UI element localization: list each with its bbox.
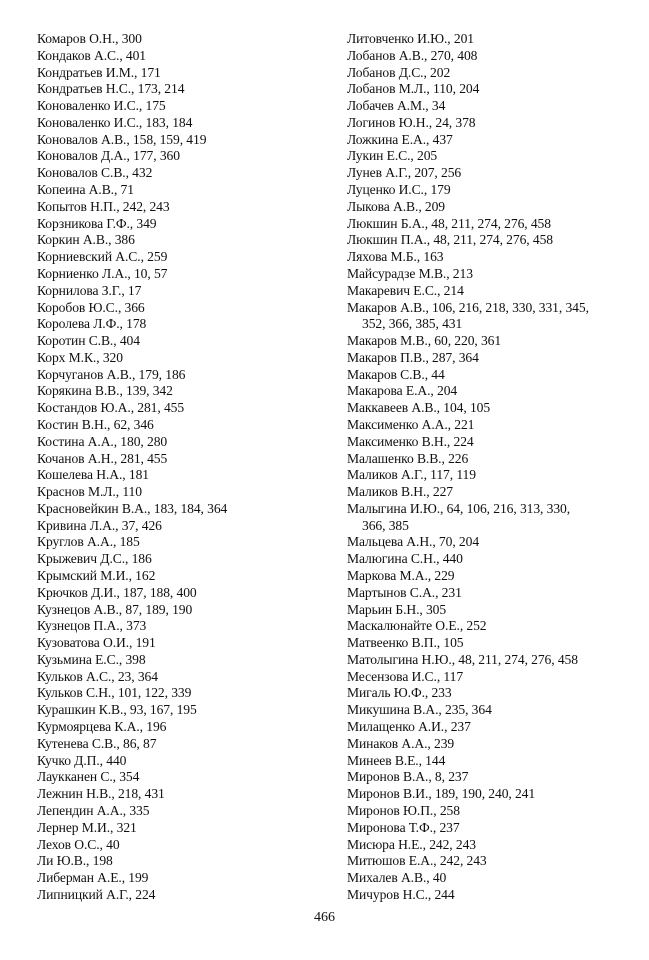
index-entry xyxy=(347,652,617,669)
index-entry xyxy=(347,467,617,484)
index-entry xyxy=(347,283,617,300)
index-entry-text: Мальцева А.Н., 70, 204 xyxy=(347,534,480,550)
index-entry-text: Луценко И.С., 179 xyxy=(347,182,451,198)
index-entry: Коркин А.В., 386 xyxy=(37,232,135,248)
index-entry-text: Люкшин П.А., 48, 211, 274, 276, 458 xyxy=(347,232,553,248)
index-entry-text: Логинов Ю.Н., 24, 378 xyxy=(347,114,476,130)
index-entry-text: Маскалюнайте О.Е., 252 xyxy=(347,618,487,634)
index-entry: Кузнецов П.А., 373 xyxy=(37,618,147,634)
index-entry xyxy=(347,98,617,115)
index-entry: Коробов Ю.С., 366 xyxy=(37,299,145,315)
index-entry: Кульков С.Н., 101, 122, 339 xyxy=(37,685,192,701)
index-entry xyxy=(347,669,617,686)
index-entry xyxy=(347,702,617,719)
index-entry: Корниевский А.С., 259 xyxy=(37,249,168,265)
index-entry xyxy=(347,182,617,199)
index-entry xyxy=(347,887,617,904)
index-entry xyxy=(347,417,617,434)
index-entry xyxy=(347,803,617,820)
index-entry-text: Минаков А.А., 239 xyxy=(347,735,455,751)
index-entry-text: Макаров М.В., 60, 220, 361 xyxy=(347,333,502,349)
index-entry xyxy=(347,81,617,98)
index-entry: Корчуганов А.В., 179, 186 xyxy=(37,366,186,382)
index-entry-text: Малюгина С.Н., 440 xyxy=(347,551,463,567)
index-entry-text: Маккавеев А.В., 104, 105 xyxy=(347,400,491,416)
index-entry-text: Макаревич Е.С., 214 xyxy=(347,282,464,298)
index-entry: Копытов Н.П., 242, 243 xyxy=(37,198,170,214)
index-entry-text: Маликов В.Н., 227 xyxy=(347,484,453,500)
index-entry-text: Маркова М.А., 229 xyxy=(347,568,455,583)
index-entry-text: Макарова Е.А., 204 xyxy=(347,383,458,399)
index-entry-text: Лобанов Д.С., 202 xyxy=(347,64,451,80)
index-entry-text: Лукин Е.С., 205 xyxy=(347,148,438,164)
index-entry-continuation: 366, 385 xyxy=(362,517,409,533)
index-entry: Костин В.Н., 62, 346 xyxy=(37,416,154,432)
index-entry xyxy=(347,484,617,501)
index-entry-text: Лобанов А.В., 270, 408 xyxy=(347,47,478,63)
index-entry-continuation: 352, 366, 385, 431 xyxy=(362,316,463,332)
index-entry: Корзникова Г.Ф., 349 xyxy=(37,215,157,231)
index-entry: Комаров О.Н., 300 xyxy=(37,31,142,46)
index-entry xyxy=(347,786,617,803)
index-entry: Кузнецов А.В., 87, 189, 190 xyxy=(37,601,193,617)
index-entry xyxy=(347,551,617,568)
index-entry: Кривина Л.А., 37, 426 xyxy=(37,517,162,533)
index-entry xyxy=(347,837,617,854)
index-entry xyxy=(347,685,617,702)
index-entry: Корякина В.В., 139, 342 xyxy=(37,383,173,399)
index-entry xyxy=(347,870,617,887)
index-entry: Кучко Д.П., 440 xyxy=(37,752,127,768)
index-entry: Крымский М.И., 162 xyxy=(37,568,156,583)
index-entry: Костандов Ю.А., 281, 455 xyxy=(37,400,185,416)
index-entry xyxy=(347,148,617,165)
index-entry-text: Люкшин Б.А., 48, 211, 274, 276, 458 xyxy=(347,215,551,231)
index-entry xyxy=(347,769,617,786)
index-entry: Лепендин А.А., 335 xyxy=(37,802,150,818)
index-entry: Корниенко Л.А., 10, 57 xyxy=(37,265,168,281)
index-entry xyxy=(347,501,617,535)
index-entry: Липницкий А.Г., 224 xyxy=(37,886,156,902)
index-entry xyxy=(347,451,617,468)
index-entry: Крыжевич Д.С., 186 xyxy=(37,551,152,567)
index-entry: Копеина А.В., 71 xyxy=(37,182,134,198)
index-entry xyxy=(347,434,617,451)
index-entry: Краснов М.Л., 110 xyxy=(37,484,142,500)
index-entry-text: Мисюра Н.Е., 242, 243 xyxy=(347,836,476,852)
index-entry xyxy=(347,65,617,82)
index-entry-text: Ложкина Е.А., 437 xyxy=(347,131,453,147)
index-entry: Кондратьев И.М., 171 xyxy=(37,64,161,80)
index-entry-text: Милащенко А.И., 237 xyxy=(347,719,471,735)
index-entry xyxy=(347,115,617,132)
index-entry: Лаукканен С., 354 xyxy=(37,769,140,785)
index-entry xyxy=(347,618,617,635)
index-entry-text: Макаров А.В., 106, 216, 218, 330, 331, 345, xyxy=(347,299,589,315)
index-entry-text: Мигаль Ю.Ф., 233 xyxy=(347,685,452,701)
index-entry: Кузоватова О.И., 191 xyxy=(37,635,156,651)
index-entry-text: Матолыгина Н.Ю., 48, 211, 274, 276, 458 xyxy=(347,651,578,667)
index-entry-text: Малыгина И.Ю., 64, 106, 216, 313, 330, xyxy=(347,500,571,516)
index-entry-text: Месензова И.С., 117 xyxy=(347,668,464,684)
index-entry-text: Миронов В.И., 189, 190, 240, 241 xyxy=(347,786,536,802)
index-entry: Либерман А.Е., 199 xyxy=(37,870,149,886)
index-entry-text: Лобанов М.Л., 110, 204 xyxy=(347,81,480,97)
index-entry: Корх М.К., 320 xyxy=(37,349,123,365)
index-entry xyxy=(347,132,617,149)
index-entry-text: Максименко А.А., 221 xyxy=(347,416,475,432)
index-entry: Круглов А.А., 185 xyxy=(37,534,140,550)
index-entry xyxy=(347,568,617,585)
index-column-right xyxy=(347,31,617,904)
index-entry: Красновейкин В.А., 183, 184, 364 xyxy=(37,500,228,516)
index-entry xyxy=(347,534,617,551)
index-entry xyxy=(347,585,617,602)
index-entry: Кочанов А.Н., 281, 455 xyxy=(37,450,168,466)
index-entry xyxy=(347,853,617,870)
index-entry: Коновалов С.В., 432 xyxy=(37,165,153,181)
index-column-left xyxy=(37,31,305,904)
index-entry xyxy=(347,216,617,233)
index-entry: Коротин С.В., 404 xyxy=(37,333,140,349)
index-entry: Кутенева С.В., 86, 87 xyxy=(37,735,157,751)
index-entry xyxy=(347,367,617,384)
index-entry-text: Мичуров Н.С., 244 xyxy=(347,886,455,902)
index-entry: Костина А.А., 180, 280 xyxy=(37,433,168,449)
index-entry: Ли Ю.В., 198 xyxy=(37,853,113,869)
index-entry xyxy=(347,249,617,266)
index-entry: Крючков Д.И., 187, 188, 400 xyxy=(37,584,197,600)
index-entry-text: Майсурадзе М.В., 213 xyxy=(347,265,473,281)
index-entry xyxy=(347,300,617,334)
index-entry-text: Литовченко И.Ю., 201 xyxy=(347,31,474,46)
index-entry: Коновалов Д.А., 177, 360 xyxy=(37,148,180,164)
index-entry-text: Микушина В.А., 235, 364 xyxy=(347,702,492,718)
index-entry: Кондаков А.С., 401 xyxy=(37,47,147,63)
index-entry-text: Лунев А.Г., 207, 256 xyxy=(347,165,462,181)
index-entry: Кондратьев Н.С., 173, 214 xyxy=(37,81,185,97)
index-entry-text: Минеев В.Е., 144 xyxy=(347,752,446,768)
index-entry: Кульков А.С., 23, 364 xyxy=(37,668,158,684)
index-entry xyxy=(347,31,617,48)
index-entry xyxy=(347,333,617,350)
index-entry-text: Маликов А.Г., 117, 119 xyxy=(347,467,476,483)
index-entry xyxy=(347,400,617,417)
index-entry-text: Матвеенко В.П., 105 xyxy=(347,635,464,651)
index-entry xyxy=(347,232,617,249)
index-entry xyxy=(347,350,617,367)
index-entry-text: Митюшов Е.А., 242, 243 xyxy=(347,853,487,869)
index-entry xyxy=(347,266,617,283)
index-entry: Кузьмина Е.С., 398 xyxy=(37,651,146,667)
index-entry-text: Макаров С.В., 44 xyxy=(347,366,445,382)
index-entry: Коноваленко И.С., 183, 184 xyxy=(37,114,193,130)
page-number: 466 xyxy=(314,910,335,925)
index-entry xyxy=(347,635,617,652)
index-entry: Кошелева Н.А., 181 xyxy=(37,467,149,483)
index-entry-text: Михалев А.В., 40 xyxy=(347,870,447,886)
index-entry: Курмоярцева К.А., 196 xyxy=(37,719,167,735)
index-entry xyxy=(347,736,617,753)
index-entry: Лежнин Н.В., 218, 431 xyxy=(37,786,165,802)
index-entry xyxy=(347,719,617,736)
index-entry-text: Максименко В.Н., 224 xyxy=(347,433,474,449)
index-entry-text: Малашенко В.В., 226 xyxy=(347,450,469,466)
index-entry: Коновалов А.В., 158, 159, 419 xyxy=(37,131,207,147)
index-entry-text: Миронов В.А., 8, 237 xyxy=(347,769,469,785)
index-entry: Королева Л.Ф., 178 xyxy=(37,316,147,332)
index-entry: Коноваленко И.С., 175 xyxy=(37,98,166,114)
index-entry-text: Лыкова А.В., 209 xyxy=(347,198,446,214)
index-entry: Курашкин К.В., 93, 167, 195 xyxy=(37,702,197,718)
index-entry-text: Ляхова М.Б., 163 xyxy=(347,249,444,265)
index-entry-text: Миронов Ю.П., 258 xyxy=(347,802,460,818)
index-entry xyxy=(347,820,617,837)
index-entry-text: Мартынов С.А., 231 xyxy=(347,584,462,600)
index-entry: Лернер М.И., 321 xyxy=(37,819,137,835)
index-entry-text: Лобачев А.М., 34 xyxy=(347,98,446,114)
index-entry-text: Марьин Б.Н., 305 xyxy=(347,601,447,617)
index-entry xyxy=(347,199,617,216)
index-entry xyxy=(347,383,617,400)
index-entry xyxy=(347,48,617,65)
index-entry-text: Макаров П.В., 287, 364 xyxy=(347,349,479,365)
index-entry xyxy=(347,602,617,619)
index-entry: Лехов О.С., 40 xyxy=(37,836,120,852)
index-entry-text: Миронова Т.Ф., 237 xyxy=(347,819,460,835)
index-entry xyxy=(347,165,617,182)
index-entry xyxy=(347,753,617,770)
index-entry: Корнилова З.Г., 17 xyxy=(37,282,142,298)
